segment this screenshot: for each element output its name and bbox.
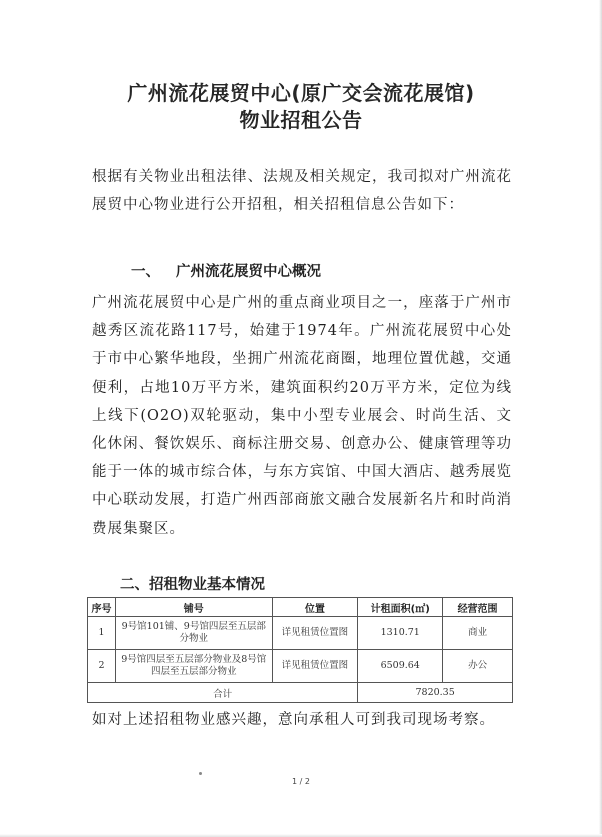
cell-no: 2 [88, 650, 116, 683]
section1-heading: 广州流花展贸中心概况 [176, 264, 321, 280]
lease-table [87, 597, 513, 703]
header-area: 计租面积(㎡) [358, 598, 443, 617]
cell-scope: 商业 [443, 617, 513, 650]
total-label: 合计 [88, 683, 358, 703]
cell-location: 详见租赁位置图 [272, 650, 358, 683]
document-title-line1: 广州流花展贸中心(原广交会流花展馆) [127, 81, 475, 105]
section1-body: 广州流花展贸中心是广州的重点商业项目之一，座落于广州市越秀区流花路117号，始建于1974年。广州流花展贸中心处于市中心繁华地段，坐拥广州流花商圈，地理位置优越，交通便利，占地10万平方米，建筑面积约20万平方米，定位为线上线下(O2O)双轮驱动，集中小型专业展会、时尚生活、文化休闲、餐饮娱乐、商标注册交易、创意办公、健康管理等功能于一体的城市综合体，与东方宾馆、中国大酒店、越秀展览中心联动发展，打造广州西部商旅文融合发展新名片和时尚消费展集聚区。 [92, 295, 512, 537]
cell-area: 6509.64 [358, 650, 443, 683]
table-total-row [88, 683, 513, 703]
header-location: 位置 [272, 598, 358, 617]
cell-unit: 9号馆四层至五层部分物业及8号馆四层至五层部分物业 [115, 650, 272, 683]
total-value: 7820.35 [358, 683, 513, 703]
cell-scope: 办公 [443, 650, 513, 683]
cell-no: 1 [88, 617, 116, 650]
header-no: 序号 [88, 598, 116, 617]
table-row [88, 617, 513, 650]
table-header-row [88, 598, 513, 617]
closing-paragraph: 如对上述招租物业感兴趣，意向承租人可到我司现场考察。 [92, 712, 495, 728]
section1-number: 一、 [131, 264, 160, 280]
cell-unit: 9号馆101铺、9号馆四层至五层部分物业 [115, 617, 272, 650]
document-title-line2: 物业招租公告 [239, 108, 363, 132]
header-unit: 铺号 [115, 598, 272, 617]
header-scope: 经营范围 [443, 598, 513, 617]
cell-location: 详见租赁位置图 [272, 617, 358, 650]
intro-paragraph: 根据有关物业出租法律、法规及相关规定，我司拟对广州流花展贸中心物业进行公开招租，相关招租信息公告如下： [92, 169, 512, 214]
section2-heading: 二、招租物业基本情况 [120, 577, 265, 593]
cell-area: 1310.71 [358, 617, 443, 650]
page-number: 1 / 2 [292, 777, 310, 786]
table-row [88, 650, 513, 683]
scan-speck [199, 772, 202, 775]
